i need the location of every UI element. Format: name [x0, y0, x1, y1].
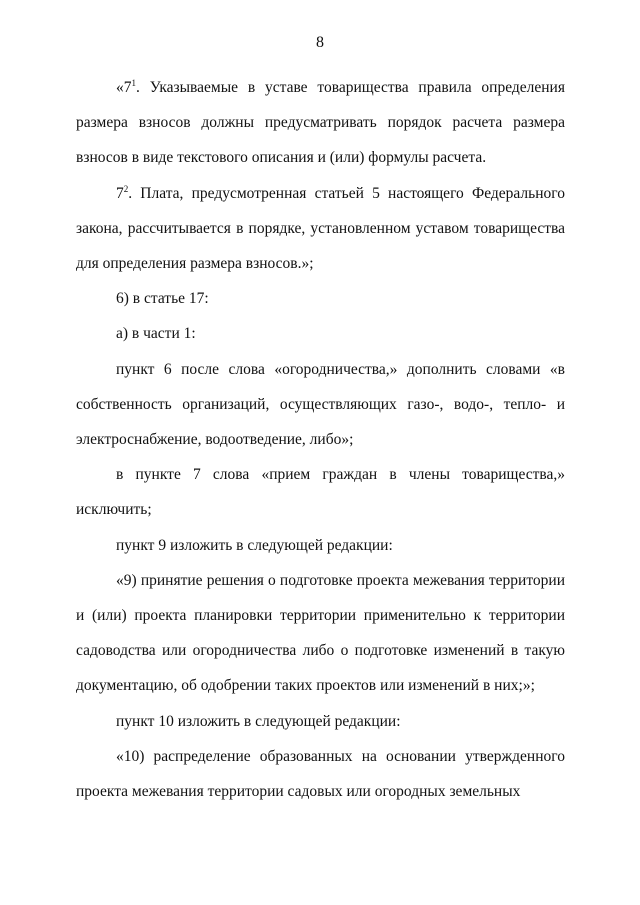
- paragraph-lead: «7: [116, 79, 132, 96]
- paragraph-item-9-text: «9) принятие решения о подготовке проекта межевания территории и (или) проекта планировки территории применительно к территории садоводства или огородничества либо о подготовке изменений в такую документацию, об одобрении таких проектов или изменений в них;»;: [76, 571, 565, 695]
- paragraph-text: . Указываемые в уставе товарищества правила определения размера взносов должны предусматривать порядок расчета размера взносов в виде текстового описания и (или) формулы расчета.: [76, 79, 565, 167]
- paragraph-part-1: а) в части 1:: [116, 325, 196, 343]
- document-body: [76, 70, 565, 809]
- paragraph-7-2: [76, 176, 565, 282]
- superscript: 2: [123, 183, 129, 194]
- superscript: 1: [131, 78, 136, 88]
- paragraph-item-6: пункт 6 после слова «огородничества,» дополнить словами «в собственность организаций, осуществляющих газо-, водо-, тепло- и электроснабжение, водоотведение, либо»;: [76, 360, 565, 449]
- paragraph-7-1: [76, 70, 565, 176]
- paragraph-item-10-text: «10) распределение образованных на основании утвержденного проекта межевания территории садовых или огородных земельных: [76, 747, 565, 801]
- paragraph-article-17: 6) в статье 17:: [116, 290, 209, 308]
- paragraph-text: . Плата, предусмотренная статьей 5 настоящего Федерального закона, рассчитывается в порядке, установленном уставом товарищества для определения размера взносов.»;: [76, 184, 565, 273]
- paragraph-item-9-intro: пункт 9 изложить в следующей редакции:: [116, 536, 393, 554]
- paragraph-item-10-intro: пункт 10 изложить в следующей редакции:: [116, 712, 401, 730]
- page-number: 8: [316, 34, 324, 51]
- paragraph-item-7: в пункте 7 слова «прием граждан в члены товарищества,» исключить;: [76, 466, 565, 519]
- paragraph-lead: 7: [116, 184, 124, 202]
